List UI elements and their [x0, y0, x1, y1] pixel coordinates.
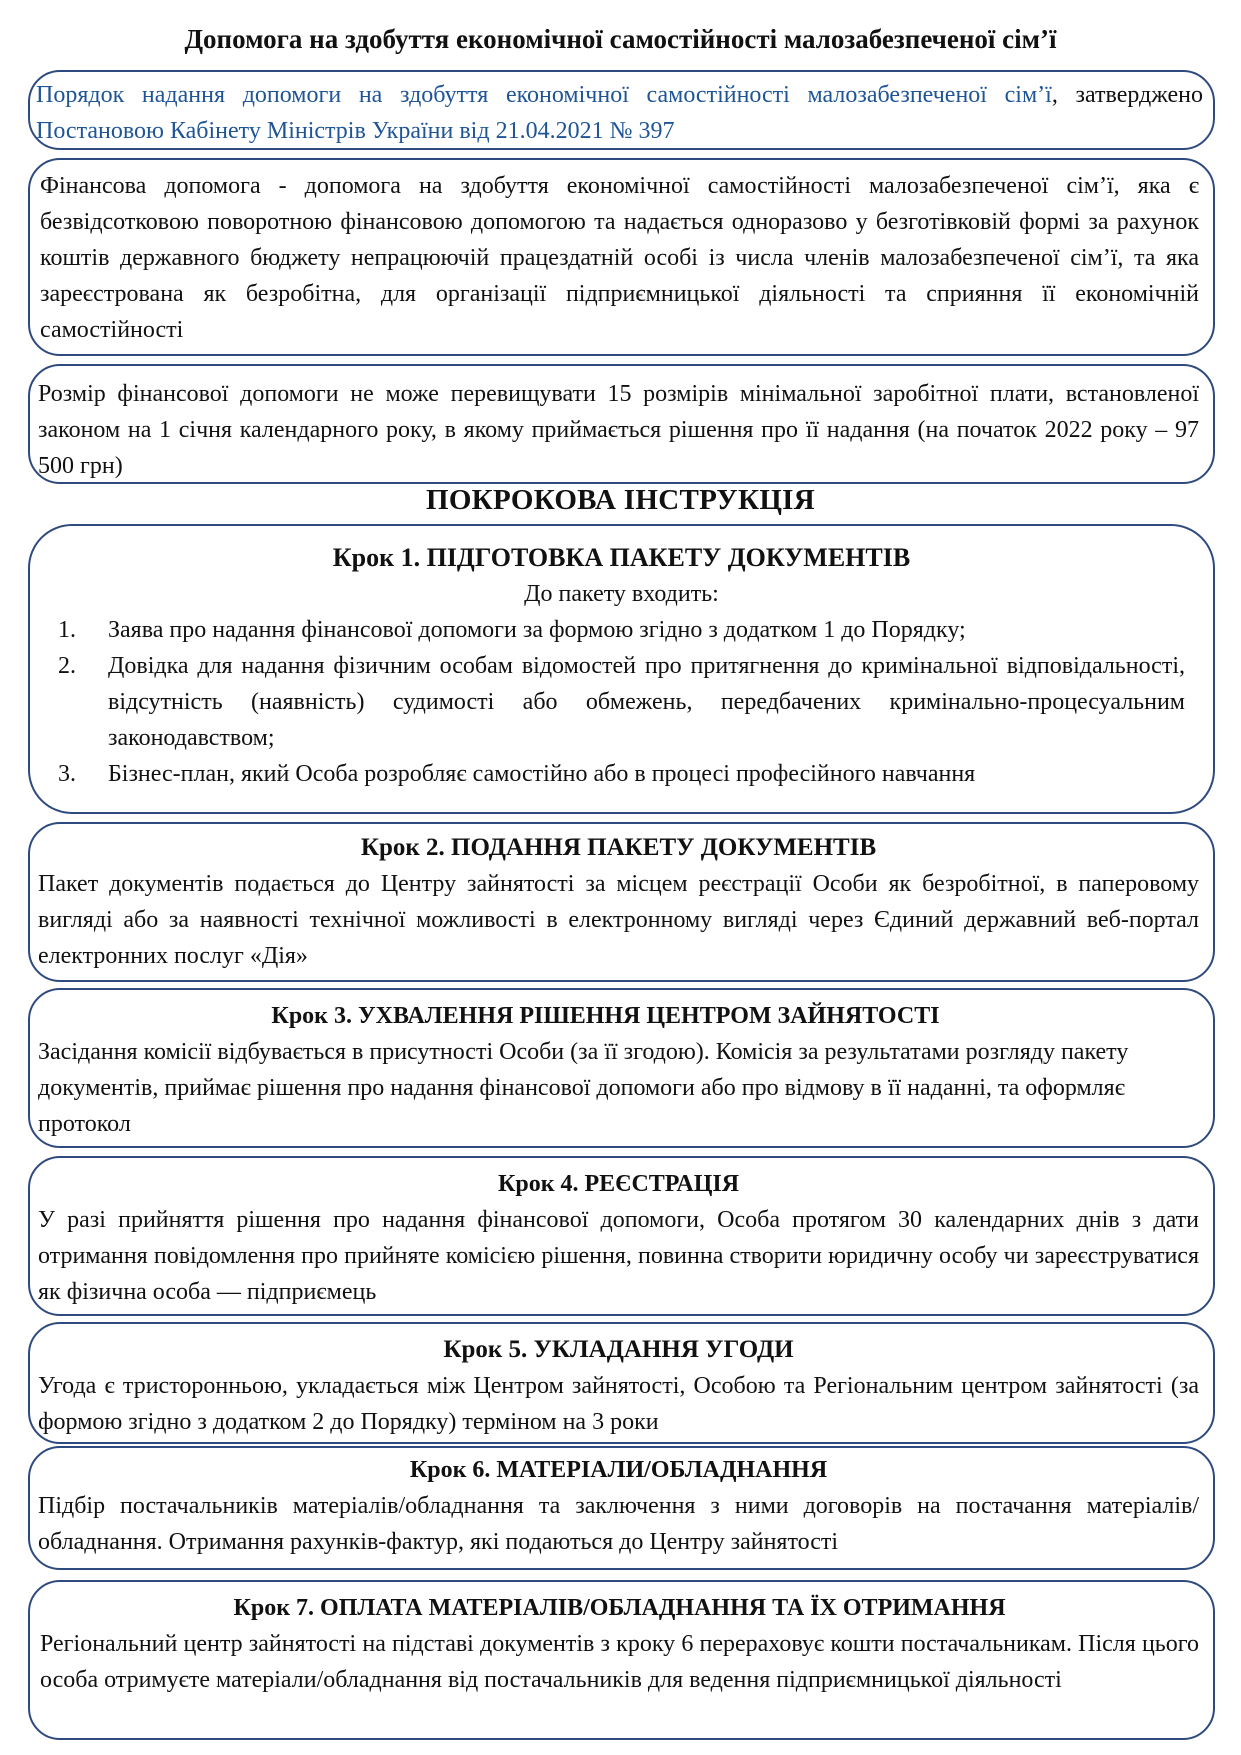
step-1-title: Крок 1. ПІДГОТОВКА ПАКЕТУ ДОКУМЕНТІВ	[332, 543, 911, 572]
list-item-number: 2.	[58, 653, 76, 679]
step-5-title: Крок 5. УКЛАДАННЯ УГОДИ	[443, 1336, 794, 1363]
step-5-box	[28, 1322, 1215, 1444]
step-7-box	[28, 1580, 1215, 1740]
list-item-text: Заява про надання фінансової допомоги за формою згідно з додатком 1 до Порядку;	[108, 617, 966, 643]
step-3-text: Засідання комісії відбувається в присутності Особи (за її згодою). Комісія за результатами розгляду пакету документів, приймає рішення про надання фінансової допомоги або про відмову в її наданні, та оформляє протокол	[38, 1039, 1129, 1137]
step-7-text: Регіональний центр зайнятості на підставі документів з кроку 6 перераховує кошти постачальникам. Після цього особа отримуєте матеріали/обладнання від постачальників для ведення підприємницької діяльності	[40, 1631, 1199, 1693]
regulation-box	[28, 70, 1215, 150]
list-item-text: Бізнес-план, який Особа розробляє самостійно або в процесі професійного навчання	[108, 761, 976, 787]
step-3-title: Крок 3. УХВАЛЕННЯ РІШЕННЯ ЦЕНТРОМ ЗАЙНЯТОСТІ	[271, 1003, 940, 1029]
step-1-list	[58, 612, 1185, 792]
step-4-title: Крок 4. РЕЄСТРАЦІЯ	[497, 1171, 740, 1197]
regulation-connector: , затверджено	[1051, 82, 1204, 108]
step-1-subtitle: До пакету входить:	[524, 581, 719, 607]
step-2-title: Крок 2. ПОДАННЯ ПАКЕТУ ДОКУМЕНТІВ	[360, 834, 877, 861]
step-6-title: Крок 6. МАТЕРІАЛИ/ОБЛАДНАННЯ	[409, 1457, 828, 1483]
step-6-box	[28, 1446, 1215, 1570]
step-6-text: Підбір постачальників матеріалів/обладнання та заключення з ними договорів на постачання матеріалів/обладнання. Отримання рахунків-фактур, які подаються до Центру зайнятості	[38, 1493, 1199, 1555]
step-1-box	[28, 524, 1215, 814]
page-title: Допомога на здобуття економічної самостійності малозабезпеченої сім’ї	[184, 24, 1057, 54]
list-item	[58, 756, 1185, 792]
definition-text: Фінансова допомога - допомога на здобуття економічної самостійності малозабезпеченої сім’ї, яка є безвідсотковою поворотною фінансовою допомогою та надається одноразово у безготівковій формі за рахунок коштів державного бюджету непрацюючій працездатній особі із числа членів малозабезпеченої сім’ї, та яка зареєстрована як безробітна, для організації підприємницької діяльності та сприяння її економічній самостійності	[40, 173, 1199, 343]
list-item	[58, 612, 1185, 648]
instruction-heading: ПОКРОКОВА ІНСТРУКЦІЯ	[425, 484, 816, 516]
list-item-number: 3.	[58, 761, 76, 787]
list-item	[58, 648, 1185, 756]
step-7-title: Крок 7. ОПЛАТА МАТЕРІАЛІВ/ОБЛАДНАННЯ ТА ЇХ ОТРИМАННЯ	[233, 1595, 1006, 1621]
list-item-number: 1.	[58, 617, 76, 643]
regulation-text	[36, 77, 1203, 149]
resolution-link[interactable]: Постановою Кабінету Міністрів України від 21.04.2021 № 397	[36, 118, 675, 144]
list-item-text: Довідка для надання фізичним особам відомостей про притягнення до кримінальної відповідальності, відсутність (наявність) судимості або обмежень, передбачених кримінально-процесуальним законодавством;	[108, 653, 1185, 751]
step-3-box	[28, 988, 1215, 1148]
step-4-text: У разі прийняття рішення про надання фінансової допомоги, Особа протягом 30 календарних днів з дати отримання повідомлення про прийняте комісією рішення, повинна створити юридичну особу чи зареєструватися як фізична особа — підприємець	[38, 1207, 1199, 1305]
procedure-link[interactable]: Порядок надання допомоги на здобуття економічної самостійності малозабезпеченої сім’ї	[36, 82, 1052, 108]
amount-text: Розмір фінансової допомоги не може перевищувати 15 розмірів мінімальної заробітної плати, встановленої законом на 1 січня календарного року, в якому приймається рішення про її надання (на початок 2022 року – 97 500 грн)	[38, 381, 1199, 479]
step-2-text: Пакет документів подається до Центру зайнятості за місцем реєстрації Особи як безробітної, в паперовому вигляді або за наявності технічної можливості в електронному вигляді через Єдиний державний веб-портал електронних послуг «Дія»	[38, 871, 1199, 969]
step-4-box	[28, 1156, 1215, 1316]
definition-box	[28, 158, 1215, 356]
step-2-box	[28, 822, 1215, 982]
amount-box	[28, 364, 1215, 484]
step-5-text: Угода є тристоронньою, укладається між Центром зайнятості, Особою та Регіональним центром зайнятості (за формою згідно з додатком 2 до Порядку) терміном на 3 роки	[38, 1373, 1199, 1435]
